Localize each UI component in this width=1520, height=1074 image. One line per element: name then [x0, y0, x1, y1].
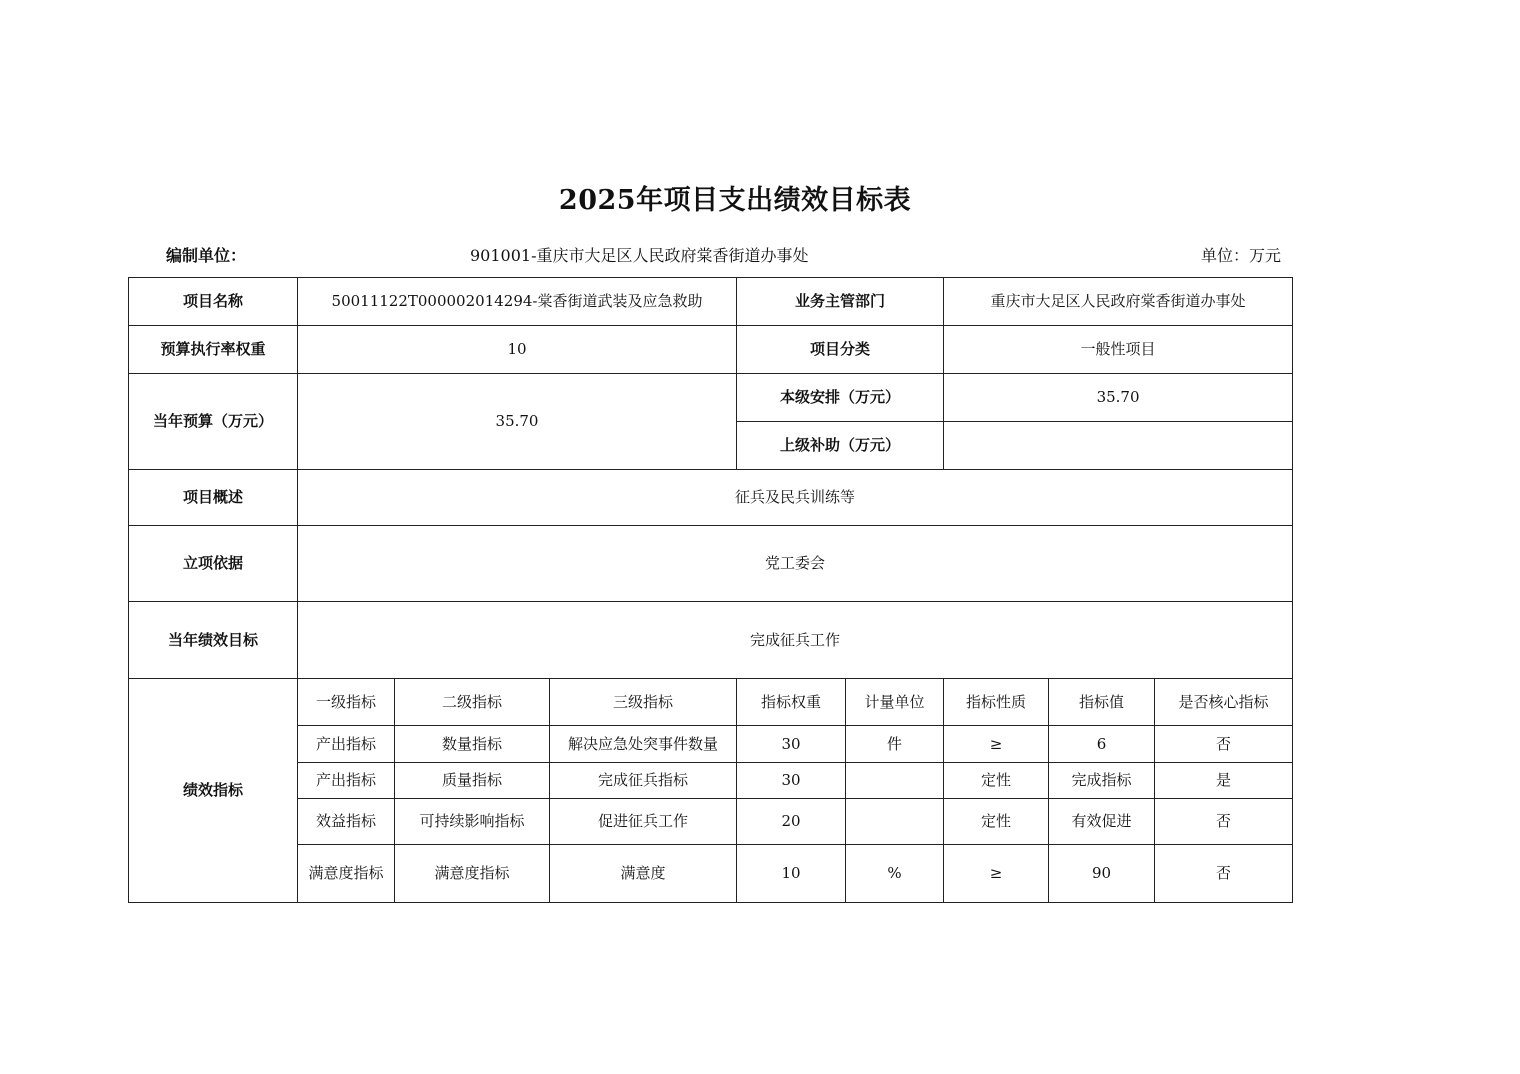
basis-label: 立项依据: [129, 526, 298, 602]
table-cell: 产出指标: [298, 726, 395, 763]
table-cell: 定性: [944, 763, 1049, 799]
table-cell: 否: [1155, 726, 1293, 763]
column-header: 是否核心指标: [1155, 679, 1293, 726]
category-label: 项目分类: [737, 326, 944, 374]
table-cell: 30: [737, 726, 846, 763]
table-cell: 有效促进: [1049, 799, 1155, 845]
column-header: 指标值: [1049, 679, 1155, 726]
local-value: 35.70: [944, 374, 1293, 422]
category-value: 一般性项目: [944, 326, 1293, 374]
table-cell: 10: [737, 845, 846, 903]
table-cell: 效益指标: [298, 799, 395, 845]
table-cell: 满意度指标: [298, 845, 395, 903]
table-cell: 否: [1155, 845, 1293, 903]
table-cell: [846, 799, 944, 845]
table-row: [129, 726, 1293, 763]
goal-value: 完成征兵工作: [298, 602, 1293, 679]
table-cell: 完成征兵指标: [550, 763, 737, 799]
row-weight: [129, 326, 1293, 374]
unit-value: 901001-重庆市大足区人民政府棠香街道办事处: [470, 246, 809, 265]
overview-label: 项目概述: [129, 470, 298, 526]
dept-value: 重庆市大足区人民政府棠香街道办事处: [944, 278, 1293, 326]
unit-label: 编制单位：: [166, 246, 247, 265]
column-header: 三级指标: [550, 679, 737, 726]
row-project-name: [129, 278, 1293, 326]
table-cell: 件: [846, 726, 944, 763]
row-basis: [129, 526, 1293, 602]
table-cell: 否: [1155, 799, 1293, 845]
column-header: 计量单位: [846, 679, 944, 726]
table-cell: %: [846, 845, 944, 903]
table-row: [129, 845, 1293, 903]
table-row: [129, 799, 1293, 845]
indicator-header-row: [129, 679, 1293, 726]
table-cell: 完成指标: [1049, 763, 1155, 799]
project-name-value: 50011122T000002014294-棠香街道武装及应急救助: [298, 278, 737, 326]
budget-value: 35.70: [298, 374, 737, 470]
row-overview: [129, 470, 1293, 526]
table-cell: 满意度: [550, 845, 737, 903]
weight-value: 10: [298, 326, 737, 374]
upper-value: [944, 422, 1293, 470]
table-cell: 质量指标: [395, 763, 550, 799]
row-budget: [129, 374, 1293, 422]
table-cell: 满意度指标: [395, 845, 550, 903]
table-cell: 20: [737, 799, 846, 845]
table-cell: ≥: [944, 726, 1049, 763]
project-name-label: 项目名称: [129, 278, 298, 326]
table-cell: 是: [1155, 763, 1293, 799]
table-cell: 90: [1049, 845, 1155, 903]
table-cell: 定性: [944, 799, 1049, 845]
row-goal: [129, 602, 1293, 679]
local-label: 本级安排（万元）: [737, 374, 944, 422]
page-title: 2025年项目支出绩效目标表: [558, 185, 912, 216]
table-cell: 6: [1049, 726, 1155, 763]
currency-note: 单位：万元: [1201, 246, 1282, 265]
column-header: 一级指标: [298, 679, 395, 726]
table-cell: 30: [737, 763, 846, 799]
table-cell: 解决应急处突事件数量: [550, 726, 737, 763]
table-cell: ≥: [944, 845, 1049, 903]
weight-label: 预算执行率权重: [129, 326, 298, 374]
column-header: 指标性质: [944, 679, 1049, 726]
table-cell: 促进征兵工作: [550, 799, 737, 845]
table-cell: 可持续影响指标: [395, 799, 550, 845]
overview-value: 征兵及民兵训练等: [298, 470, 1293, 526]
performance-table: [128, 277, 1293, 903]
column-header: 指标权重: [737, 679, 846, 726]
indicators-label: 绩效指标: [129, 679, 298, 903]
table-cell: 数量指标: [395, 726, 550, 763]
goal-label: 当年绩效目标: [129, 602, 298, 679]
basis-value: 党工委会: [298, 526, 1293, 602]
table-cell: [846, 763, 944, 799]
column-header: 二级指标: [395, 679, 550, 726]
dept-label: 业务主管部门: [737, 278, 944, 326]
budget-label: 当年预算（万元）: [129, 374, 298, 470]
table-row: [129, 763, 1293, 799]
table-cell: 产出指标: [298, 763, 395, 799]
upper-label: 上级补助（万元）: [737, 422, 944, 470]
